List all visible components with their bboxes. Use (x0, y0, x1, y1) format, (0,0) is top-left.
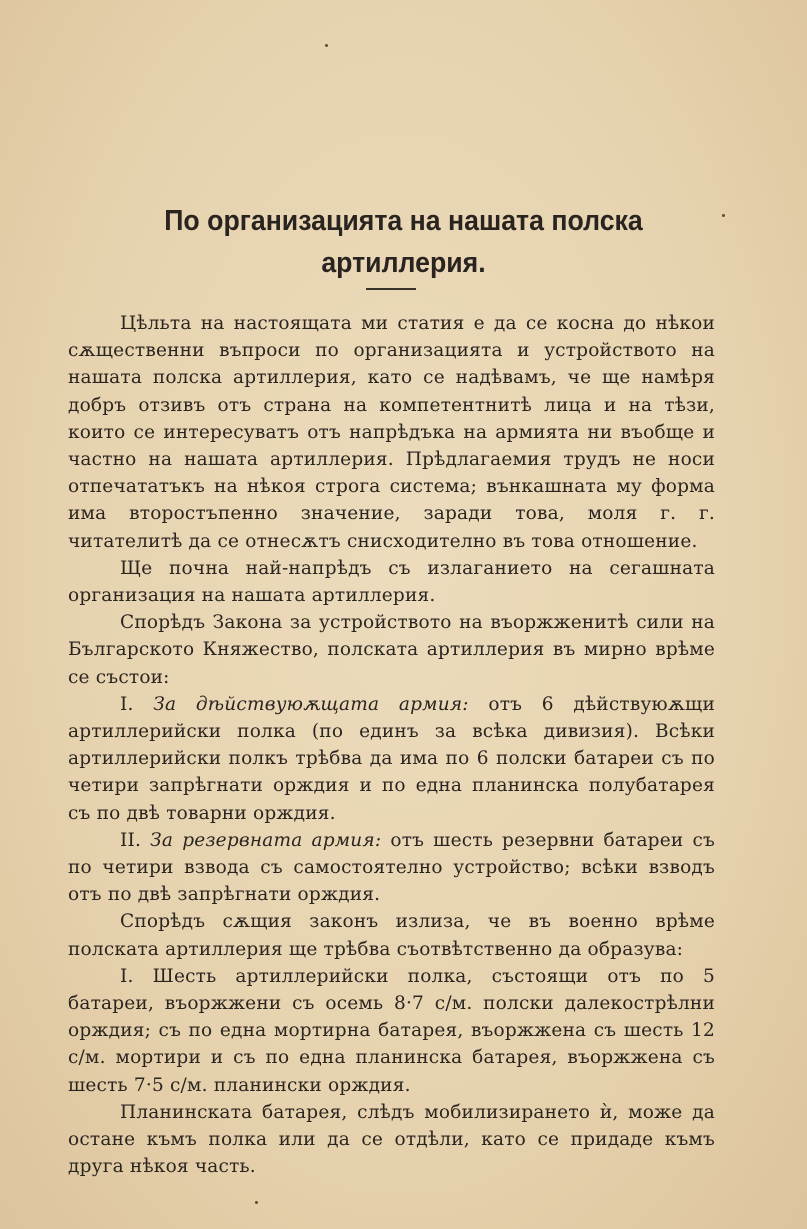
article-title-line-1: По организацията на нашата полска (164, 205, 643, 237)
paragraph: II. За резервната армия: отъ шесть резервни батареи съ по четири взвода съ самостоятелно устройство; всѣки взводъ отъ по двѣ запрѣгнати орждия. (68, 829, 716, 906)
article-body (68, 310, 715, 1181)
paragraph: Ще почна най-напрѣдъ съ излаганието на сегашната организация на нашата артиллерия. (68, 557, 715, 607)
print-speck (325, 44, 328, 47)
paragraph: Спорѣдъ Закона за устройството на въоржженитѣ сили на Българското Княжество, полската артиллерия въ мирно врѣме се състои: (68, 612, 715, 688)
paragraph: Цѣльта на настоящата ми статия е да се косна до нѣкои сѫщественни въпроси по организацията и устройството на нашата полска артиллерия, като се надѣвамъ, че ще намѣря добръ отзивъ отъ страна на компетентнитѣ лица и на тѣзи, които се интересуватъ отъ напрѣдъка на армията ни въобще и частно на нашата артиллерия. Прѣдлагаемия трудъ не носи отпечататъкъ на нѣкоя строга система; вънкашната му форма има второстъпенно значение, заради това, моля г. г. читателитѣ да се отнесѫтъ снисходително въ това отношение. (68, 313, 715, 552)
paragraph: Спорѣдъ сѫщия законъ излиза, че въ военно врѣме полската артиллерия ще трѣбва съотвѣтственно да образува: (68, 911, 715, 960)
article-title (32, 200, 774, 284)
section-heading-active-army: За дѣйствуюѫщата армия: (153, 693, 469, 715)
paragraph: I. Шесть артиллерийски полка, състоящи отъ по 5 батареи, въоржжени съ осемь 8·7 с/м. полски далекострѣлни орждия; съ по една мортирна батарея, въоржжена съ шесть 12 с/м. мортири и съ по една планинска батарея, въоржжена съ шесть 7·5 с/м. планински орждия. (68, 965, 715, 1096)
paragraph: Планинската батарея, слѣдъ мобилизирането ѝ, може да остане къмъ полка или да се отдѣли, като се придаде къмъ друга нѣкоя часть. (68, 1101, 715, 1178)
section-heading-reserve-army: За резервната армия: (150, 829, 382, 851)
paragraph: I. За дѣйствуюѫщата армия: отъ 6 дѣйствуюѫщи артиллерийски полка (по единъ за всѣка дивизия). Всѣки артиллерийски полкъ трѣбва да има по 6 полски батареи съ по четири запрѣгнати орждия и по една планинска полубатарея съ по двѣ товарни орждия. (68, 693, 715, 824)
title-divider (366, 288, 416, 290)
article-title-line-2: артиллерия. (321, 247, 486, 279)
print-speck (255, 1201, 258, 1204)
